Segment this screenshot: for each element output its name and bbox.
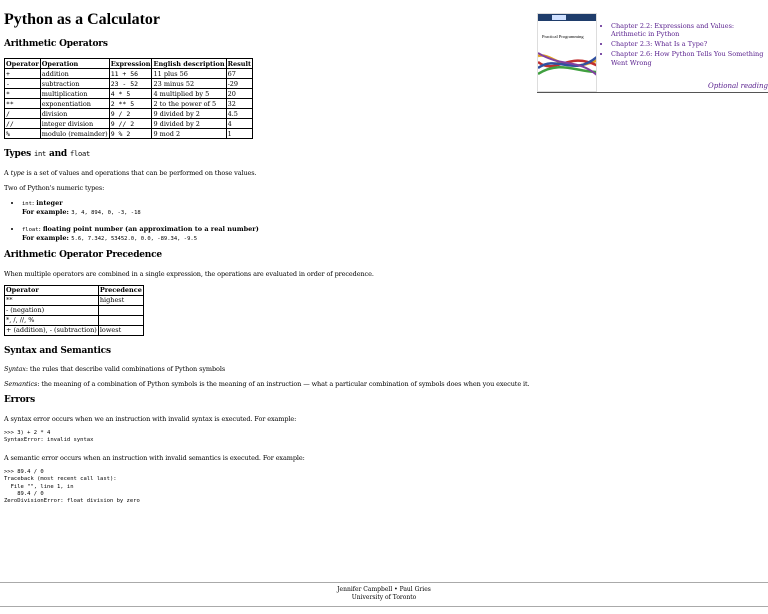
example-values: 3, 4, 894, 0, -3, -18 — [71, 209, 141, 216]
precedence-cell: highest — [98, 295, 143, 305]
operator-cell: - (negation) — [5, 305, 99, 315]
result-cell: 32 — [226, 99, 252, 109]
reading-sidebar — [537, 13, 768, 93]
list-item — [22, 199, 564, 217]
header-cell: Precedence — [99, 286, 142, 295]
list-item — [22, 225, 564, 243]
operator-cell: % — [5, 129, 41, 139]
table-row — [5, 69, 253, 79]
example-label: For example: — [22, 233, 72, 242]
operation-cell: multiplication — [40, 89, 109, 99]
operation-cell: integer division — [40, 119, 109, 129]
expression-cell: 9 // 2 — [109, 119, 152, 129]
expression-cell: 11 + 56 — [109, 69, 152, 79]
header-cell: English description — [153, 59, 225, 68]
table-row — [5, 79, 253, 89]
type-term: type — [10, 168, 25, 177]
arithmetic-operators-heading: Arithmetic Operators — [4, 39, 108, 50]
result-cell: 4.5 — [226, 109, 252, 119]
table-row — [5, 295, 144, 305]
precedence-cell — [98, 315, 143, 325]
errors-heading: Errors — [4, 395, 35, 406]
example-label: For example: — [22, 207, 72, 216]
reading-link[interactable]: • Chapter 2.3: What Is a Type? — [611, 40, 768, 48]
type-definition-rest: is a set of values and operations that can be performed on those values. — [24, 168, 257, 177]
book-cover-badge — [552, 15, 566, 20]
main-content — [4, 10, 564, 515]
precedence-cell — [98, 305, 143, 315]
syntax-def: : the rules that describe valid combinations of Python symbols — [25, 365, 226, 374]
book-title: Practical Programming — [542, 34, 584, 39]
reading-link[interactable]: • Chapter 2.6: How Python Tells You Something Went Wrong — [611, 50, 768, 66]
table-row — [5, 129, 253, 139]
semantic-error-intro: A semantic error occurs when an instruction with invalid semantics is executed. For example: — [4, 453, 305, 462]
table-row — [5, 315, 144, 325]
operation-cell: addition — [40, 69, 109, 79]
semantics-definition — [4, 380, 564, 388]
operator-cell: *, /, //, % — [5, 315, 99, 325]
type-desc: floating point number (an approximation to a real number) — [42, 224, 259, 233]
expression-cell: 4 * 5 — [109, 89, 152, 99]
expression-cell: 2 ** 5 — [109, 99, 152, 109]
precedence-cell: lowest — [98, 325, 143, 335]
description-cell: 2 to the power of 5 — [152, 99, 226, 109]
precedence-table — [4, 285, 144, 336]
operation-cell: modulo (remainder) — [41, 129, 108, 138]
description-cell: 9 mod 2 — [152, 129, 226, 139]
description-cell: 9 divided by 2 — [152, 119, 226, 129]
expression-cell: 9 % 2 — [109, 129, 152, 139]
page-footer — [0, 582, 768, 607]
expression-cell: 9 / 2 — [109, 109, 152, 119]
type-desc: integer — [36, 198, 63, 207]
table-row — [5, 109, 253, 119]
book-cover-image — [537, 13, 597, 92]
description-cell: 11 plus 56 — [152, 69, 226, 79]
syntax-error-intro: A syntax error occurs when we an instruction with invalid syntax is executed. For example: — [4, 414, 297, 423]
operator-cell: ** — [5, 295, 99, 305]
reading-link[interactable]: • Chapter 2.2: Expressions and Values: Arithmetic in Python — [611, 22, 768, 38]
example-values: 5.6, 7.342, 53452.0, 0.0, -89.34, -9.5 — [71, 235, 198, 242]
types-heading-and: and — [46, 149, 70, 160]
table-row — [5, 305, 144, 315]
operators-table — [4, 58, 253, 139]
syntax-error-code: >>> 3) + 2 * 4 SyntaxError: invalid syntax — [4, 429, 94, 444]
result-cell: 20 — [226, 89, 252, 99]
type-code: float — [22, 226, 39, 233]
operation-cell: division — [40, 109, 109, 119]
type-definition-article: A — [4, 168, 11, 177]
description-cell: 9 divided by 2 — [152, 109, 226, 119]
reading-links — [601, 22, 768, 69]
type-sep: : — [31, 198, 37, 207]
book-cover-band — [538, 14, 597, 21]
operator-cell: ** — [5, 99, 41, 109]
operation-cell: subtraction — [40, 79, 109, 89]
table-row — [5, 89, 253, 99]
operators-table-header-row — [5, 59, 253, 69]
types-heading-text: Types — [4, 149, 34, 160]
operator-cell: - — [5, 79, 41, 89]
semantic-error-code: >>> 89.4 / 0 Traceback (most recent call last): File "", line 1, in 89.4 / 0 ZeroDivisionError: float division by zero — [4, 468, 140, 505]
numeric-types-intro: Two of Python's numeric types: — [4, 183, 105, 192]
header-cell: Operator — [6, 59, 39, 68]
syntax-semantics-heading: Syntax and Semantics — [4, 345, 111, 356]
page-title: Python as a Calculator — [4, 11, 160, 28]
result-cell: 4 — [226, 119, 252, 129]
semantics-def: : the meaning of a combination of Python symbols is the meaning of an instruction — what a particular combination of symbols does when you execute it. — [37, 380, 530, 389]
operator-cell: + (addition), - (subtraction) — [6, 326, 97, 335]
precedence-header-row — [5, 285, 144, 295]
operator-cell: // — [5, 119, 41, 129]
table-row — [5, 325, 144, 335]
types-heading-float: float — [69, 150, 91, 159]
header-cell: Operator — [5, 285, 99, 295]
operator-cell: + — [5, 69, 41, 79]
numeric-types-list — [4, 199, 564, 243]
type-definition — [4, 169, 564, 177]
header-cell: Operation — [40, 59, 109, 69]
footer-university: University of Toronto — [351, 594, 417, 602]
types-heading — [4, 149, 564, 160]
optional-reading-label: Optional reading — [707, 82, 768, 90]
result-cell: 1 — [226, 129, 252, 139]
expression-cell: 23 - 52 — [109, 79, 152, 89]
precedence-heading: Arithmetic Operator Precedence — [4, 250, 162, 261]
precedence-intro: When multiple operators are combined in a single expression, the operations are evaluated in order of precedence. — [4, 269, 374, 278]
operator-cell: * — [5, 89, 41, 99]
syntax-definition — [4, 365, 564, 373]
type-code: int — [22, 200, 32, 207]
header-cell: Result — [227, 59, 251, 68]
types-heading-int: int — [33, 150, 47, 159]
syntax-term: Syntax — [4, 365, 26, 374]
header-cell: Expression — [110, 59, 151, 68]
table-row — [5, 119, 253, 129]
semantics-term: Semantics — [4, 380, 38, 389]
footer-authors: Jennifer Campbell • Paul Gries — [337, 586, 431, 593]
description-cell: 23 minus 52 — [152, 79, 226, 89]
type-sep: : — [38, 224, 43, 233]
operation-cell: exponentiation — [40, 99, 109, 109]
book-cover-ropes-icon — [538, 50, 597, 80]
table-row — [5, 99, 253, 109]
description-cell: 4 multiplied by 5 — [152, 89, 226, 99]
operator-cell: / — [5, 109, 41, 119]
result-cell: -29 — [226, 79, 252, 89]
result-cell: 67 — [226, 69, 252, 79]
